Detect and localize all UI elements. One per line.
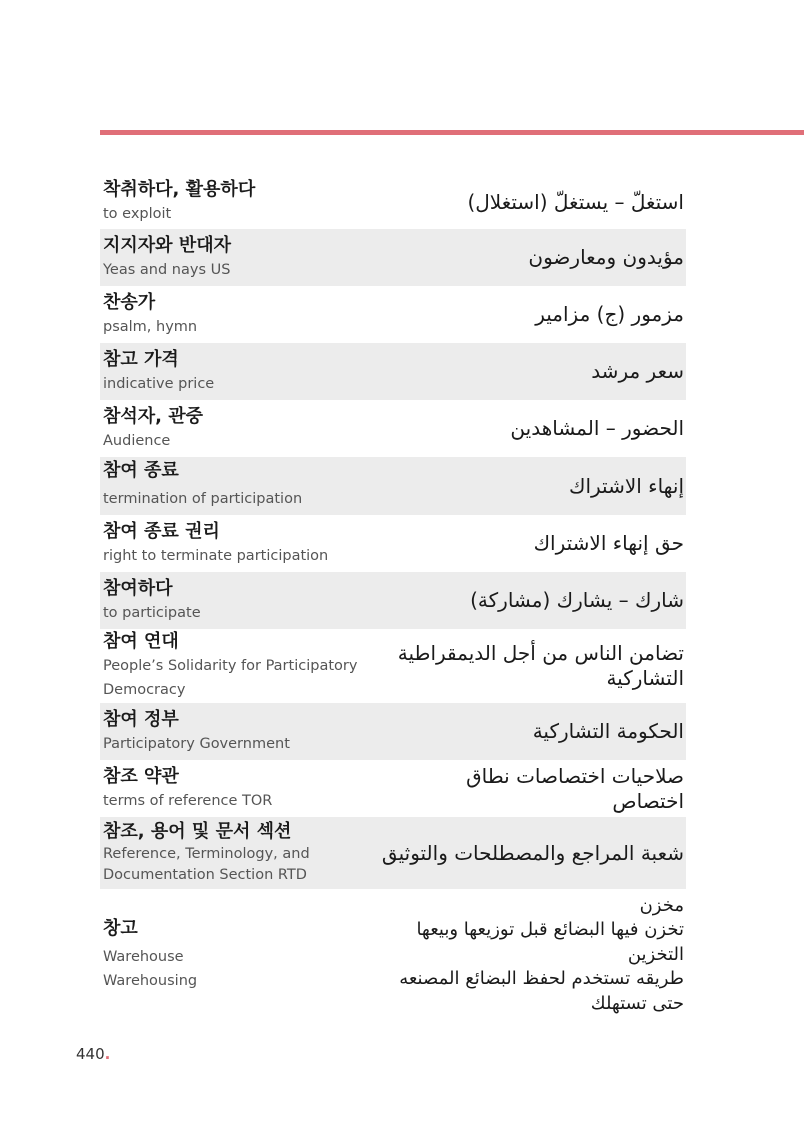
- korean-term: 참여 종료: [103, 460, 179, 481]
- glossary-row: [100, 175, 686, 229]
- page-number: [76, 1045, 110, 1063]
- arabic-term: الحكومة التشاركية: [532, 719, 684, 743]
- arabic-term: سعر مرشد: [591, 359, 684, 383]
- korean-term: 참여 연대: [103, 631, 179, 652]
- page-number-dot: .: [104, 1045, 111, 1063]
- korean-term: 참조 약관: [103, 765, 179, 787]
- english-term: psalm, hymn: [103, 318, 198, 335]
- english-term: Participatory Government: [103, 735, 290, 752]
- english-term: to participate: [103, 604, 201, 621]
- korean-term: 착취하다, 활용하다: [103, 179, 256, 200]
- page-number-text: 440: [76, 1045, 105, 1063]
- arabic-term: شارك – يشارك (مشاركة): [470, 588, 684, 612]
- arabic-term: تضامن الناس من أجل الديمقراطية التشاركية: [397, 641, 684, 690]
- english-term: Documentation Section RTD: [103, 867, 307, 883]
- english-term: Democracy: [103, 682, 186, 698]
- arabic-term: إنهاء الاشتراك: [568, 473, 684, 498]
- korean-term: 참석자, 관중: [103, 405, 204, 427]
- korean-term: 지지자와 반대자: [103, 234, 231, 256]
- arabic-term: حق إنهاء الاشتراك: [533, 531, 684, 555]
- korean-term: 참여하다: [103, 577, 173, 599]
- english-term: Yeas and nays US: [103, 261, 231, 278]
- glossary-row: [100, 889, 686, 1021]
- arabic-term: استغلّ – يستغلّ (استغلال): [467, 189, 684, 214]
- glossary-table: [100, 175, 686, 1021]
- glossary-row: [100, 703, 686, 760]
- korean-term: 참여 정부: [103, 708, 179, 730]
- english-term: to exploit: [103, 206, 172, 222]
- glossary-row: [100, 343, 686, 400]
- korean-term: 참여 종료 권리: [103, 520, 220, 542]
- arabic-term: مزمور (ج) مزامير: [535, 302, 684, 326]
- english-term: terms of reference TOR: [103, 792, 273, 809]
- glossary-row: [100, 629, 686, 703]
- korean-term: 찬송가: [103, 291, 156, 313]
- english-term: Warehouse: [103, 949, 184, 965]
- korean-term: 참조, 용어 및 문서 섹션: [103, 821, 292, 842]
- arabic-term: مخزن تخزن فيها البضائع قبل توزيعها وبيعها التخزين طريقه تستخدم لحفظ البضائع المصنعه حتى تستهلك: [399, 894, 684, 1014]
- english-term: termination of participation: [103, 491, 303, 507]
- english-term: People’s Solidarity for Participatory: [103, 658, 358, 674]
- glossary-row: [100, 229, 686, 286]
- glossary-row: [100, 286, 686, 343]
- english-term: indicative price: [103, 375, 215, 392]
- english-term: Audience: [103, 432, 171, 449]
- glossary-row: [100, 817, 686, 889]
- english-term: right to terminate participation: [103, 547, 329, 564]
- korean-term: 창고: [103, 918, 138, 939]
- english-term: Warehousing: [103, 973, 198, 989]
- arabic-term: صلاحيات اختصاصات نطاق اختصاص: [466, 763, 684, 813]
- top-rule: [100, 130, 804, 135]
- glossary-row: [100, 572, 686, 629]
- arabic-term: شعبة المراجع والمصطلحات والتوثيق: [381, 840, 684, 865]
- english-term: Reference, Terminology, and: [103, 846, 310, 862]
- glossary-row: [100, 457, 686, 515]
- glossary-row: [100, 515, 686, 572]
- korean-term: 참고 가격: [103, 348, 179, 370]
- arabic-term: الحضور – المشاهدين: [510, 416, 684, 440]
- glossary-row: [100, 400, 686, 457]
- glossary-row: [100, 760, 686, 817]
- arabic-term: مؤيدون ومعارضون: [528, 245, 684, 269]
